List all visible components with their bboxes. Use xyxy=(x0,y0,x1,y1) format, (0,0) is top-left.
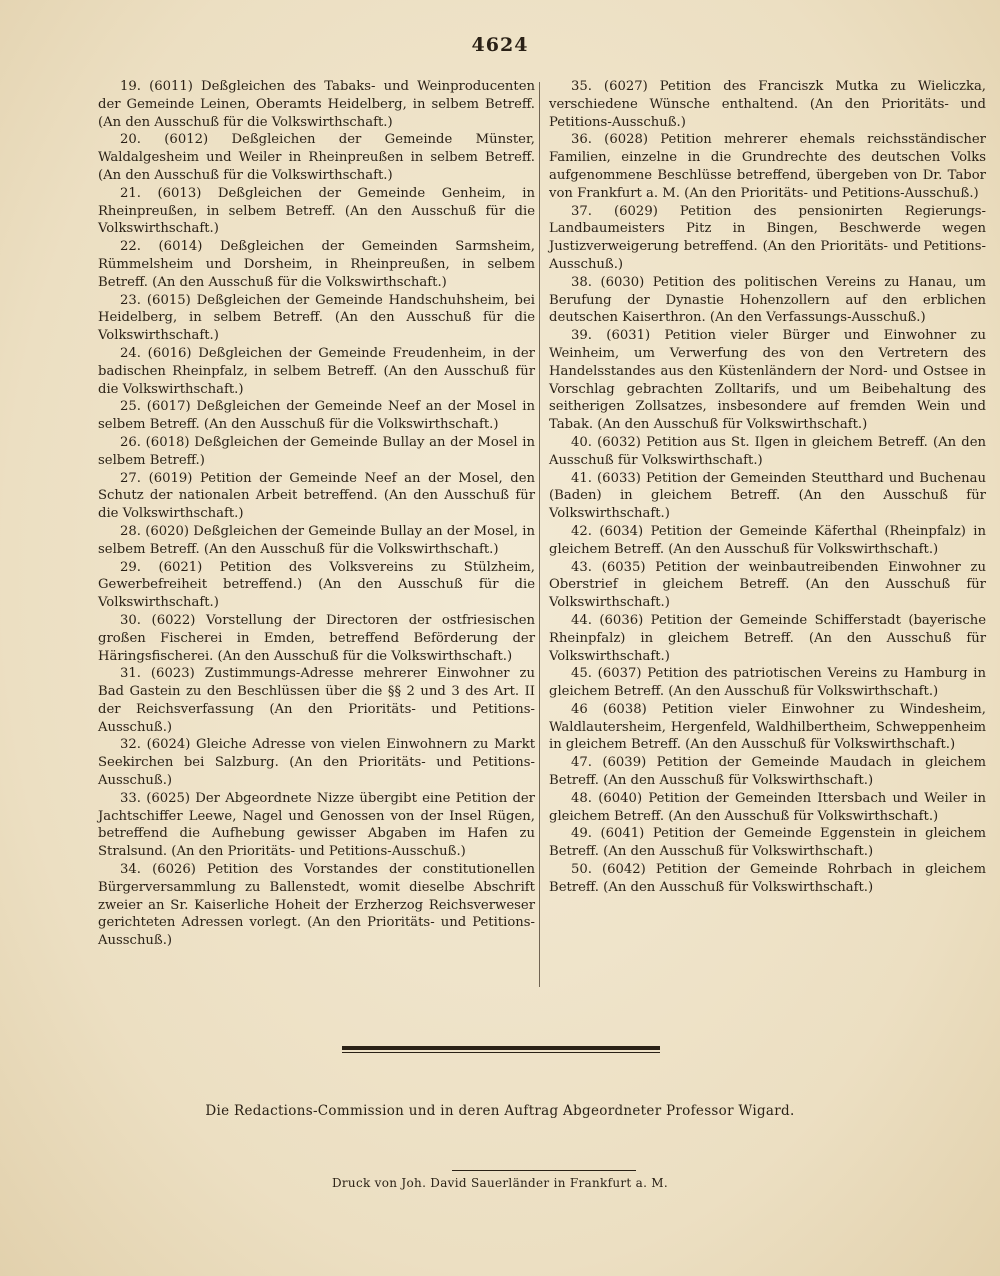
petition-entry: 40. (6032) Petition aus St. Ilgen in gleichem Betreff. (An den Ausschuß für Volkswirthschaft.) xyxy=(549,434,986,468)
petition-entry: 42. (6034) Petition der Gemeinde Käferthal (Rheinpfalz) in gleichem Betreff. (An den Ausschuß für Volkswirthschaft.) xyxy=(549,523,986,557)
page-number: 4624 xyxy=(471,34,529,56)
petition-entry: 27. (6019) Petition der Gemeinde Neef an der Mosel, den Schutz der nationalen Arbeit betreffend. (An den Ausschuß für die Volkswirthschaft.) xyxy=(98,470,535,522)
right-column xyxy=(549,78,986,897)
petition-entry: 36. (6028) Petition mehrerer ehemals reichsständischer Familien, einzelne in die Grundrechte des deutschen Volks aufgenommene Beschlüsse betreffend, übergeben von Dr. Tabor von Frankfurt a. M. (An den Prioritäts- und Petitions-Ausschuß.) xyxy=(549,132,986,201)
petition-entry: 29. (6021) Petition des Volksvereins zu Stülzheim, Gewerbefreiheit betreffend.) (An den Ausschuß für die Volkswirthschaft.) xyxy=(98,559,535,611)
imprint-rule xyxy=(452,1170,636,1171)
petition-entry: 49. (6041) Petition der Gemeinde Eggenstein in gleichem Betreff. (An den Ausschuß für Volkswirthschaft.) xyxy=(549,826,986,860)
petition-entry: 31. (6023) Zustimmungs-Adresse mehrerer Einwohner zu Bad Gastein zu den Beschlüssen über die §§ 2 und 3 des Art. II der Reichsverfassung (An den Prioritäts- und Petitions-Ausschuß.) xyxy=(98,666,535,735)
petition-entry: 25. (6017) Deßgleichen der Gemeinde Neef an der Mosel in selbem Betreff. (An den Ausschuß für die Volkswirthschaft.) xyxy=(98,399,535,433)
petition-entry: 34. (6026) Petition des Vorstandes der constitutionellen Bürgerversammlung zu Ballenstedt, womit dieselbe Abschrift zweier an Sr. Kaiserliche Hoheit der Erzherzog Reichsverweser gerichteten Adressen vorlegt. (An den Prioritäts- und Petitions-Ausschuß.) xyxy=(98,862,535,949)
petition-entry: 41. (6033) Petition der Gemeinden Steutthard und Buchenau (Baden) in gleichem Betreff. (An den Ausschuß für Volkswirthschaft.) xyxy=(549,470,986,522)
petition-entry: 23. (6015) Deßgleichen der Gemeinde Handschuhsheim, bei Heidelberg, in selbem Betreff. (An den Ausschuß für die Volkswirthschaft.) xyxy=(98,292,535,344)
left-column xyxy=(98,78,535,950)
petition-entry: 32. (6024) Gleiche Adresse von vielen Einwohnern zu Markt Seekirchen bei Salzburg. (An den Prioritäts- und Petitions-Ausschuß.) xyxy=(98,737,535,789)
editorial-signature: Die Redactions-Commission und in deren Auftrag Abgeordneter Professor Wigard. xyxy=(205,1103,795,1119)
petition-entry: 21. (6013) Deßgleichen der Gemeinde Genheim, in Rheinpreußen, in selbem Betreff. (An den Ausschuß für die Volkswirthschaft.) xyxy=(98,185,535,237)
petition-entry: 47. (6039) Petition der Gemeinde Maudach in gleichem Betreff. (An den Ausschuß für Volkswirthschaft.) xyxy=(549,755,986,789)
petition-entry: 38. (6030) Petition des politischen Vereins zu Hanau, um Berufung der Dynastie Hohenzollern auf den erblichen deutschen Kaiserthron. (An den Verfassungs-Ausschuß.) xyxy=(549,274,986,326)
petition-entry: 19. (6011) Deßgleichen des Tabaks- und Weinproducenten der Gemeinde Leinen, Oberamts Heidelberg, in selbem Betreff. (An den Ausschuß für die Volkswirthschaft.) xyxy=(98,79,535,130)
petition-entry: 50. (6042) Petition der Gemeinde Rohrbach in gleichem Betreff. (An den Ausschuß für Volkswirthschaft.) xyxy=(549,862,986,895)
petition-entry: 33. (6025) Der Abgeordnete Nizze übergibt eine Petition der Jachtschiffer Leewe, Nagel und Genossen von der Insel Rügen, betreffend die Aufhebung gewisser Abgaben im Hafen zu Stralsund. (An den Prioritäts- und Petitions-Ausschuß.) xyxy=(98,790,535,860)
section-rule-thin xyxy=(342,1052,660,1053)
petition-entry: 24. (6016) Deßgleichen der Gemeinde Freudenheim, in der badischen Rheinpfalz, in selbem Betreff. (An den Ausschuß für die Volkswirthschaft.) xyxy=(98,345,535,397)
petition-entry: 20. (6012) Deßgleichen der Gemeinde Münster, Waldalgesheim und Weiler in Rheinpreußen in selbem Betreff. (An den Ausschuß für die Volkswirthschaft.) xyxy=(98,132,535,183)
petition-entry: 46 (6038) Petition vieler Einwohner zu Windesheim, Waldlautersheim, Hergenfeld, Waldhilbertheim, Schweppenheim in gleichem Betreff. (An den Ausschuß für Volkswirthschaft.) xyxy=(549,701,986,753)
petition-entry: 35. (6027) Petition des Franciszk Mutka zu Wieliczka, verschiedene Wünsche enthaltend. (An den Prioritäts- und Petitions-Ausschuß.) xyxy=(549,79,986,130)
petition-entry: 39. (6031) Petition vieler Bürger und Einwohner zu Weinheim, um Verwerfung des von den Vertretern des Handelsstandes aus den Küstenländern der Nord- und Ostsee in Vorschlag gebrachten Zolltarifs, und um Beibehaltung des seitherigen Zollsatzes, insbesondere auf fremden Wein und Tabak. (An den Ausschuß für Volkswirthschaft.) xyxy=(549,328,986,433)
column-divider xyxy=(539,82,540,987)
petition-entry: 48. (6040) Petition der Gemeinden Ittersbach und Weiler in gleichem Betreff. (An den Ausschuß für Volkswirthschaft.) xyxy=(549,790,986,824)
petition-entry: 43. (6035) Petition der weinbautreibenden Einwohner zu Oberstrief in gleichem Betreff. (An den Ausschuß für Volkswirthschaft.) xyxy=(549,559,986,611)
petition-entry: 45. (6037) Petition des patriotischen Vereins zu Hamburg in gleichem Betreff. (An den Ausschuß für Volkswirthschaft.) xyxy=(549,666,986,700)
section-rule xyxy=(342,1046,660,1050)
petition-entry: 30. (6022) Vorstellung der Directoren der ostfriesischen großen Fischerei in Emden, betreffend Beförderung der Häringsfischerei. (An den Ausschuß für die Volkswirthschaft.) xyxy=(98,612,535,664)
petition-entry: 28. (6020) Deßgleichen der Gemeinde Bullay an der Mosel, in selbem Betreff. (An den Ausschuß für die Volkswirthschaft.) xyxy=(98,523,535,557)
printer-imprint: Druck von Joh. David Sauerländer in Frankfurt a. M. xyxy=(331,1176,669,1190)
petition-entry: 26. (6018) Deßgleichen der Gemeinde Bullay an der Mosel in selbem Betreff.) xyxy=(98,434,535,468)
petition-entry: 44. (6036) Petition der Gemeinde Schifferstadt (bayerische Rheinpfalz) in gleichem Betreff. (An den Ausschuß für Volkswirthschaft.) xyxy=(549,612,986,664)
petition-entry: 22. (6014) Deßgleichen der Gemeinden Sarmsheim, Rümmelsheim und Dorsheim, in Rheinpreußen, in selbem Betreff. (An den Ausschuß für die Volkswirthschaft.) xyxy=(98,239,535,290)
petition-entry: 37. (6029) Petition des pensionirten Regierungs-Landbaumeisters Pitz in Bingen, Beschwerde wegen Justizverweigerung betreffend. (An den Prioritäts- und Petitions-Ausschuß.) xyxy=(549,203,986,272)
